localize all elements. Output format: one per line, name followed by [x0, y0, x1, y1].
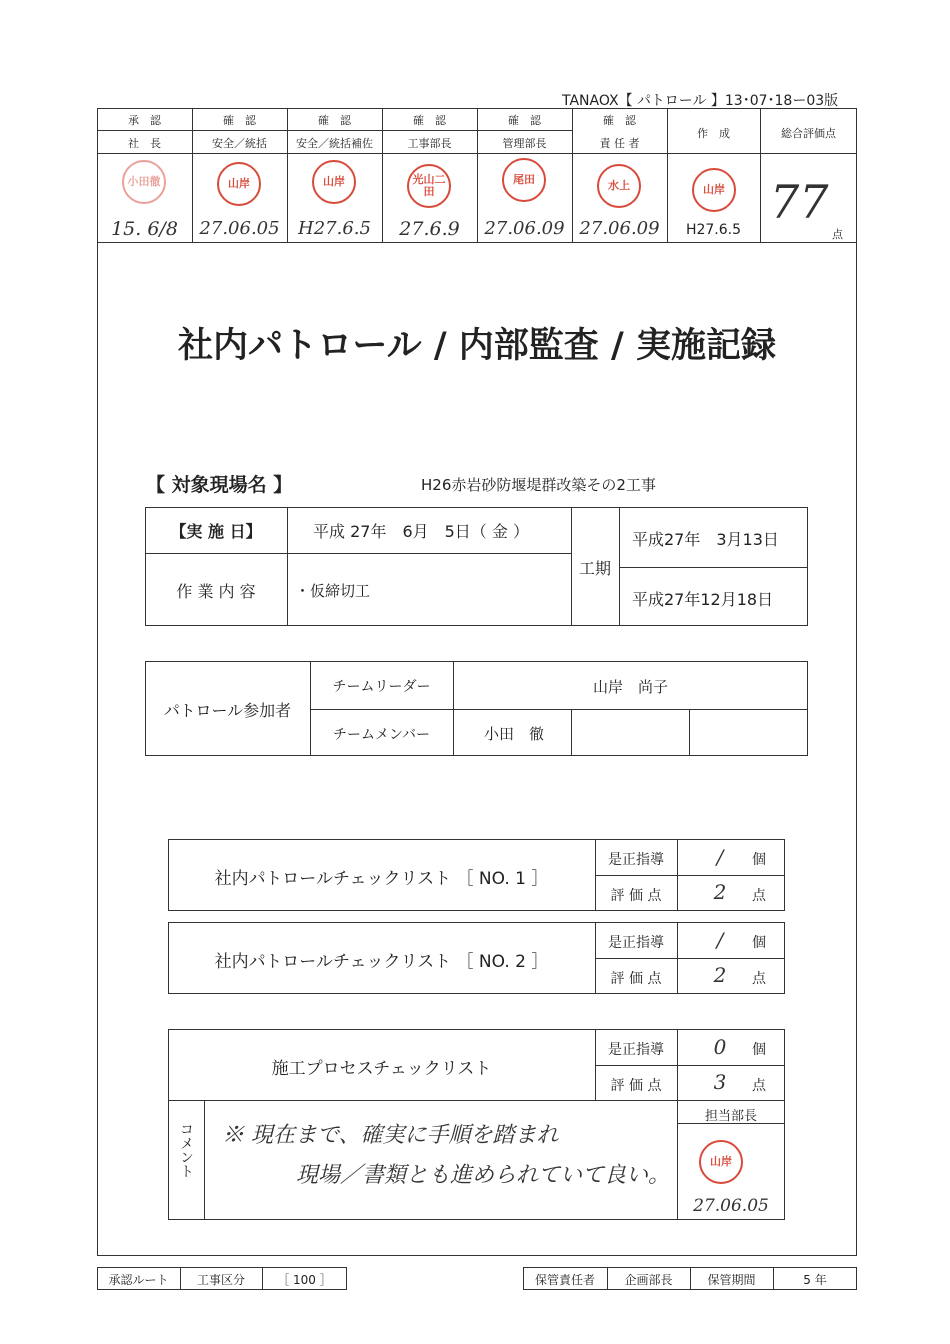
leader-label: チームリーダー: [332, 679, 431, 695]
approval-role-admin: 確 認: [508, 114, 541, 127]
total-score-value: 77: [770, 175, 829, 229]
approval-date-construction: 27.6.9: [399, 218, 460, 240]
date-label: 【実 施 日】: [170, 522, 262, 541]
checklist-1-guidance-label: 是正指導: [608, 852, 664, 868]
work-label: 作 業 内 容: [176, 582, 256, 601]
seal-safety: 山岸: [217, 162, 261, 206]
checklist-3-score-unit: 点: [752, 1078, 766, 1094]
approval-date-president: 15. 6/8: [111, 218, 178, 240]
keeper-label: 保管責任者: [534, 1273, 595, 1287]
checklist-3-title: 施工プロセスチェックリスト: [271, 1059, 492, 1079]
total-score-unit: 点: [832, 228, 843, 241]
checklist-3-score-value: 3: [713, 1070, 727, 1094]
checklist-row-line: [168, 1100, 785, 1101]
checklist-2-score-value: 2: [713, 963, 727, 987]
approval-date-safety-assist: H27.6.5: [298, 218, 371, 239]
site-label: 【 対象現場名 】: [146, 474, 293, 496]
approval-title-president: 社 長: [128, 137, 161, 150]
participants-row-line: [310, 709, 808, 710]
manager-date: 27.06.05: [693, 1196, 769, 1216]
date-value: 平成 27年 6月 5日（ 金 ）: [313, 522, 529, 541]
route-label: 承認ルート: [108, 1273, 169, 1287]
checklist-1-guidance-value: /: [716, 845, 724, 869]
approval-title-admin: 管理部長: [502, 137, 547, 150]
retention-value: 5 年: [803, 1273, 827, 1287]
approval-date-manager: 27.06.09: [579, 218, 660, 239]
period-label: 工期: [578, 559, 611, 578]
approval-creator-label: 作 成: [697, 127, 730, 140]
site-name: H26赤岩砂防堰堤群改築その2工事: [421, 476, 656, 494]
approval-title-safety: 安全／統括: [212, 137, 267, 150]
comment-line-2: 現場／書類とも進められていて良い。: [296, 1163, 671, 1188]
division-label: 工事区分: [196, 1273, 245, 1287]
checklist-3-guidance-label: 是正指導: [608, 1042, 664, 1058]
approval-title-manager: 責 任 者: [599, 137, 640, 150]
approval-row-line: [97, 130, 572, 131]
info-col-line: [287, 507, 288, 626]
comment-label: コメント: [178, 1122, 194, 1178]
total-score-label: 総合評価点: [781, 127, 836, 140]
seal-creator: 山岸: [692, 168, 736, 212]
checklist-2-score-unit: 点: [752, 971, 766, 987]
period-start: 平成27年 3月13日: [632, 530, 779, 549]
checklist-1-score-value: 2: [713, 880, 727, 904]
seal-president: 小田徹: [122, 160, 166, 204]
period-end: 平成27年12月18日: [632, 590, 774, 609]
checklist-1-title: 社内パトロールチェックリスト ［ NO. 1 ］: [214, 869, 549, 889]
checklist-row-line: [595, 1065, 785, 1066]
seal-department-manager: 山岸: [699, 1140, 743, 1184]
approval-role-president: 承 認: [128, 114, 161, 127]
checklist-2-guidance-unit: 個: [752, 935, 766, 951]
participants-col-line: [689, 709, 690, 756]
approval-role-manager: 確 認: [603, 114, 636, 127]
manager-label: 担当部長: [704, 1109, 757, 1124]
approval-role-safety-assist: 確 認: [318, 114, 351, 127]
seal-admin: 尾田: [502, 158, 546, 202]
checklist-3-guidance-unit: 個: [752, 1042, 766, 1058]
seal-construction: 光山二田: [407, 164, 451, 208]
approval-title-safety-assist: 安全／統括補佐: [296, 137, 373, 150]
checklist-1-score-unit: 点: [752, 888, 766, 904]
checklist-2-guidance-value: /: [716, 928, 724, 952]
document-code: TANAOX【 パトロール 】13･07･18ー03版: [562, 93, 839, 109]
seal-manager: 水上: [597, 164, 641, 208]
approval-role-safety: 確 認: [223, 114, 256, 127]
approval-bottom-line: [97, 242, 857, 243]
checklist-col-line: [677, 1029, 678, 1220]
checklist-2-title: 社内パトロールチェックリスト ［ NO. 2 ］: [214, 952, 549, 972]
division-value: ［ 100 ］: [277, 1273, 332, 1287]
checklist-3-guidance-value: 0: [713, 1035, 727, 1059]
retention-label: 保管期間: [707, 1273, 756, 1287]
checklist-row-line: [595, 958, 785, 959]
checklist-2-score-label: 評 価 点: [610, 971, 662, 987]
comment-col-line: [204, 1100, 205, 1220]
checklist-1-guidance-unit: 個: [752, 852, 766, 868]
participants-label: パトロール参加者: [163, 701, 292, 720]
member-name: 小田 徹: [484, 725, 545, 743]
info-row-line: [619, 567, 808, 568]
approval-creator-date: H27.6.5: [685, 222, 742, 238]
checklist-3-score-label: 評 価 点: [610, 1078, 662, 1094]
keeper-value: 企画部長: [624, 1273, 673, 1287]
seal-safety-assist: 山岸: [312, 160, 356, 204]
checklist-1-score-label: 評 価 点: [610, 888, 662, 904]
approval-title-construction: 工事部長: [407, 137, 452, 150]
info-row-line: [145, 553, 571, 554]
checklist-row-line: [595, 875, 785, 876]
approval-role-construction: 確 認: [413, 114, 446, 127]
approval-date-safety: 27.06.05: [199, 218, 280, 239]
member-label: チームメンバー: [332, 727, 431, 743]
leader-name: 山岸 尚子: [592, 678, 668, 696]
page-title: 社内パトロール / 内部監査 / 実施記録: [178, 326, 776, 366]
checklist-2-guidance-label: 是正指導: [608, 935, 664, 951]
participants-col-line: [571, 709, 572, 756]
comment-line-1: ※ 現在まで、確実に手順を踏まれ: [222, 1123, 559, 1148]
approval-date-admin: 27.06.09: [484, 218, 565, 239]
work-value: ・仮締切工: [295, 582, 371, 600]
